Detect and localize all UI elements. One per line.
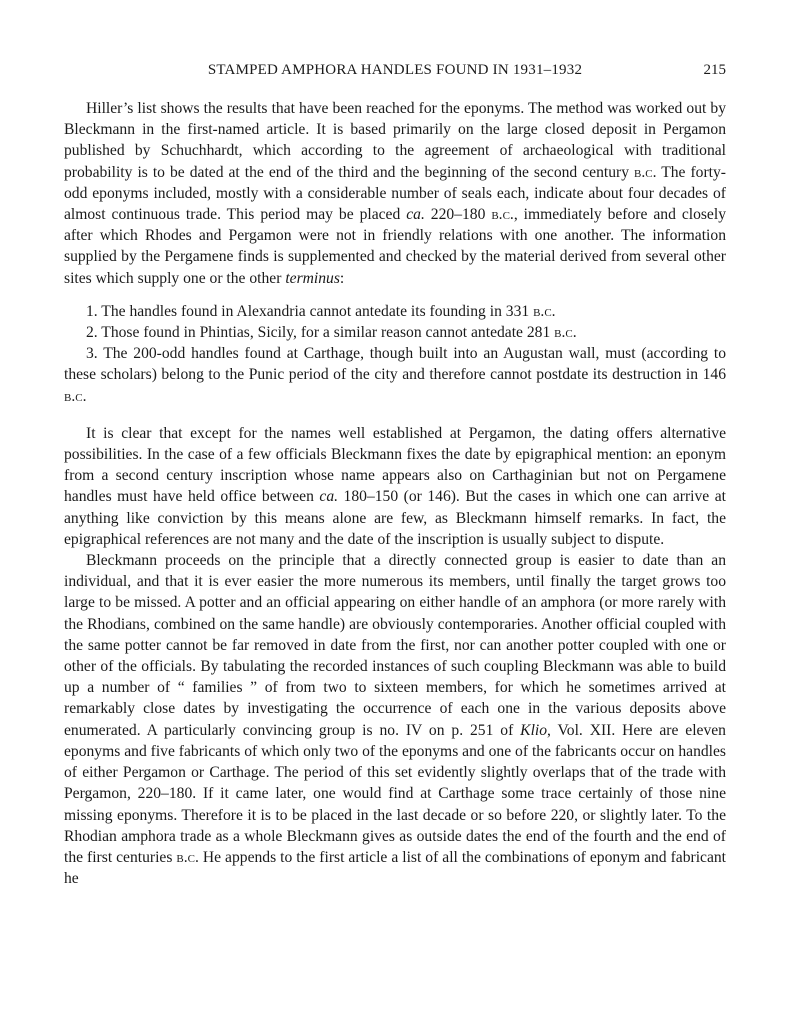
list-item-3: 3. The 200-odd handles found at Carthage, though built into an Augustan wall, must (according to these scholars) belong to the Punic period of the city and therefore cannot postdate its destruction in 146 b.c. bbox=[64, 345, 726, 405]
paragraph-1: Hiller’s list shows the results that have been reached for the eponyms. The method was worked out by Bleckmann in the first-named article. It is based primarily on the large closed deposit in Pergamon published by Schuchhardt, which according to the agreement of archaeological with traditional probability is to be dated at the end of the third and the beginning of the second century b.c. The forty-odd eponyms included, mostly with a considerable number of seals each, indicate about four decades of almost continuous trade. This period may be placed ca. 220–180 b.c., immediately before and closely after which Rhodes and Pergamon were not in friendly relations with one another. The information supplied by the Pergamene finds is supplemented and checked by the material derived from several other sites which supply one or the other terminus: bbox=[64, 100, 726, 287]
paragraph-2: It is clear that except for the names well established at Pergamon, the dating offers alternative possibilities. In the case of a few officials Bleckmann fixes the date by epigraphical mention: an eponym from a second century inscription whose name appears also on Carthaginian but not on Pergamene handles must have held office between ca. 180–150 (or 146). But the cases in which one can arrive at anything like conviction by this means alone are few, as Bleckmann himself remarks. In fact, the epigraphical references are not many and the date of the inscription is usually subject to dispute. bbox=[64, 424, 726, 548]
paragraph-3: Bleckmann proceeds on the principle that a directly connected group is easier to date than an individual, and that it is ever easier the more numerous its members, until finally the target grows too large to be missed. A potter and an official appearing on either handle of an amphora (or more rarely with the Rhodians, combined on the same handle) are obviously contemporaries. Another official coupled with the same potter cannot be far removed in date from the first, nor can another potter coupled with one or other of the officials. By tabulating the recorded instances of such coupling Bleckmann was able to build up a number of “ families ” of from two to sixteen members, for which he sometimes arrived at remarkably close dates by investigating the occurrence of each one in the various deposits above enumerated. A particularly convincing group is no. IV on p. 251 of Klio, Vol. XII. Here are eleven eponyms and five fabricants of which only two of the eponyms and one of the fabricants occur on handles of either Pergamon or Carthage. The period of this set evidently slightly overlaps that of the trade with Pergamon, 220–180. If it came later, one would find at Carthage some trace certainly of those nine missing eponyms. Therefore it is to be placed in the last decade or so before 220, or slightly later. To the Rhodian amphora trade as a whole Bleckmann gives as outside dates the end of the fourth and the end of the first centuries b.c. He appends to the first article a list of all the combinations of eponym and fabricant he bbox=[64, 552, 726, 888]
running-title: STAMPED AMPHORA HANDLES FOUND IN 1931–1932 bbox=[207, 62, 583, 78]
page-number: 215 bbox=[703, 62, 726, 78]
list-item-2: 2. Those found in Phintias, Sicily, for a similar reason cannot antedate 281 b.c. bbox=[86, 324, 577, 342]
running-head bbox=[64, 60, 726, 84]
document-page bbox=[64, 60, 726, 889]
list-item-1: 1. The handles found in Alexandria cannot antedate its founding in 331 b.c. bbox=[86, 302, 556, 320]
